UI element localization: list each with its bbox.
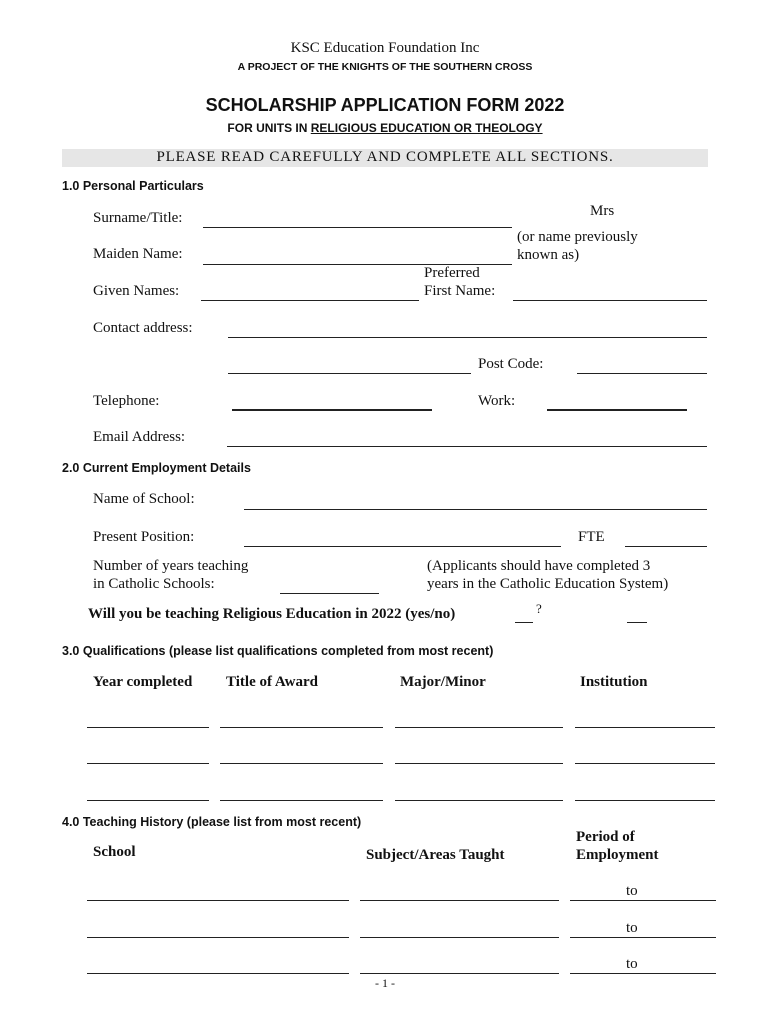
work-phone-field[interactable] xyxy=(547,409,687,411)
preferred-label-1: Preferred xyxy=(424,265,480,281)
maiden-note-1: (or name previously xyxy=(517,229,638,245)
postcode-field[interactable] xyxy=(577,373,707,374)
qual-row3-major[interactable] xyxy=(395,800,563,801)
contact-address-label: Contact address: xyxy=(93,320,193,336)
years-label-2: in Catholic Schools: xyxy=(93,576,215,592)
col-period-2: Employment xyxy=(576,847,659,863)
teaching-question: Will you be teaching Religious Education in 2022 (yes/no) xyxy=(88,606,456,622)
years-note-1: (Applicants should have completed 3 xyxy=(427,558,651,574)
years-field[interactable] xyxy=(280,593,379,594)
history-row3-school[interactable] xyxy=(87,973,349,974)
maiden-label: Maiden Name: xyxy=(93,246,183,262)
form-title: SCHOLARSHIP APPLICATION FORM 2022 xyxy=(205,95,565,115)
history-row2-school[interactable] xyxy=(87,937,349,938)
present-position-field[interactable] xyxy=(244,546,561,547)
history-row3-subject[interactable] xyxy=(360,973,559,974)
email-field[interactable] xyxy=(227,446,707,447)
teaching-answer-field-2[interactable] xyxy=(627,622,647,623)
question-mark: ? xyxy=(536,601,542,616)
units-prefix: FOR UNITS IN xyxy=(227,121,308,135)
qual-row1-institution[interactable] xyxy=(575,727,715,728)
fte-label: FTE xyxy=(578,529,605,545)
postcode-label: Post Code: xyxy=(478,356,544,372)
school-name-label: Name of School: xyxy=(93,491,195,507)
maiden-note-2: known as) xyxy=(517,247,580,263)
school-name-field[interactable] xyxy=(244,509,707,510)
page-number: - 1 - xyxy=(375,976,395,990)
project-subtitle: A PROJECT OF THE KNIGHTS OF THE SOUTHERN CROSS xyxy=(237,61,533,73)
col-year-completed: Year completed xyxy=(93,674,193,690)
qual-row3-year[interactable] xyxy=(87,800,209,801)
qual-row2-title[interactable] xyxy=(220,763,383,764)
qual-row3-title[interactable] xyxy=(220,800,383,801)
history-row1-subject[interactable] xyxy=(360,900,559,901)
mrs-label: Mrs xyxy=(590,203,615,219)
telephone-label: Telephone: xyxy=(93,393,160,409)
preferred-label-2: First Name: xyxy=(424,283,496,299)
units-underlined: RELIGIOUS EDUCATION OR THEOLOGY xyxy=(310,121,543,135)
qual-row1-year[interactable] xyxy=(87,727,209,728)
work-label: Work: xyxy=(478,393,516,409)
section3-heading: 3.0 Qualifications (please list qualifications completed from most recent) xyxy=(62,644,494,658)
email-label: Email Address: xyxy=(93,429,186,445)
history-row1-school[interactable] xyxy=(87,900,349,901)
qual-row2-major[interactable] xyxy=(395,763,563,764)
col-title-of-award: Title of Award xyxy=(226,674,318,690)
col-subject-areas: Subject/Areas Taught xyxy=(366,847,505,863)
instruction-text: PLEASE READ CAREFULLY AND COMPLETE ALL SECTIONS. xyxy=(156,149,614,165)
qual-row2-year[interactable] xyxy=(87,763,209,764)
history-row2-to: to xyxy=(626,920,638,936)
years-note-2: years in the Catholic Education System) xyxy=(427,576,669,592)
section4-heading: 4.0 Teaching History (please list from most recent) xyxy=(62,815,362,829)
given-names-field[interactable] xyxy=(201,300,419,301)
qual-row1-title[interactable] xyxy=(220,727,383,728)
contact-address-field-2[interactable] xyxy=(228,373,471,374)
history-row2-period[interactable] xyxy=(570,937,716,938)
history-row1-period[interactable] xyxy=(570,900,716,901)
col-institution: Institution xyxy=(580,674,648,690)
col-school: School xyxy=(93,844,136,860)
history-row1-to: to xyxy=(626,883,638,899)
qual-row1-major[interactable] xyxy=(395,727,563,728)
qual-row3-institution[interactable] xyxy=(575,800,715,801)
fte-field[interactable] xyxy=(625,546,707,547)
col-period-1: Period of xyxy=(576,829,635,845)
surname-field[interactable] xyxy=(203,227,512,228)
teaching-answer-field[interactable] xyxy=(515,622,533,623)
years-label-1: Number of years teaching xyxy=(93,558,249,574)
qual-row2-institution[interactable] xyxy=(575,763,715,764)
org-name: KSC Education Foundation Inc xyxy=(290,40,480,56)
history-row2-subject[interactable] xyxy=(360,937,559,938)
contact-address-field-1[interactable] xyxy=(228,337,707,338)
present-position-label: Present Position: xyxy=(93,529,195,545)
section1-heading: 1.0 Personal Particulars xyxy=(62,179,204,193)
surname-label: Surname/Title: xyxy=(93,210,183,226)
history-row3-to: to xyxy=(626,956,638,972)
preferred-name-field[interactable] xyxy=(513,300,707,301)
section2-heading: 2.0 Current Employment Details xyxy=(62,461,251,475)
col-major-minor: Major/Minor xyxy=(400,674,486,690)
telephone-field[interactable] xyxy=(232,409,432,411)
units-line xyxy=(0,121,770,135)
given-names-label: Given Names: xyxy=(93,283,180,299)
history-row3-period[interactable] xyxy=(570,973,716,974)
